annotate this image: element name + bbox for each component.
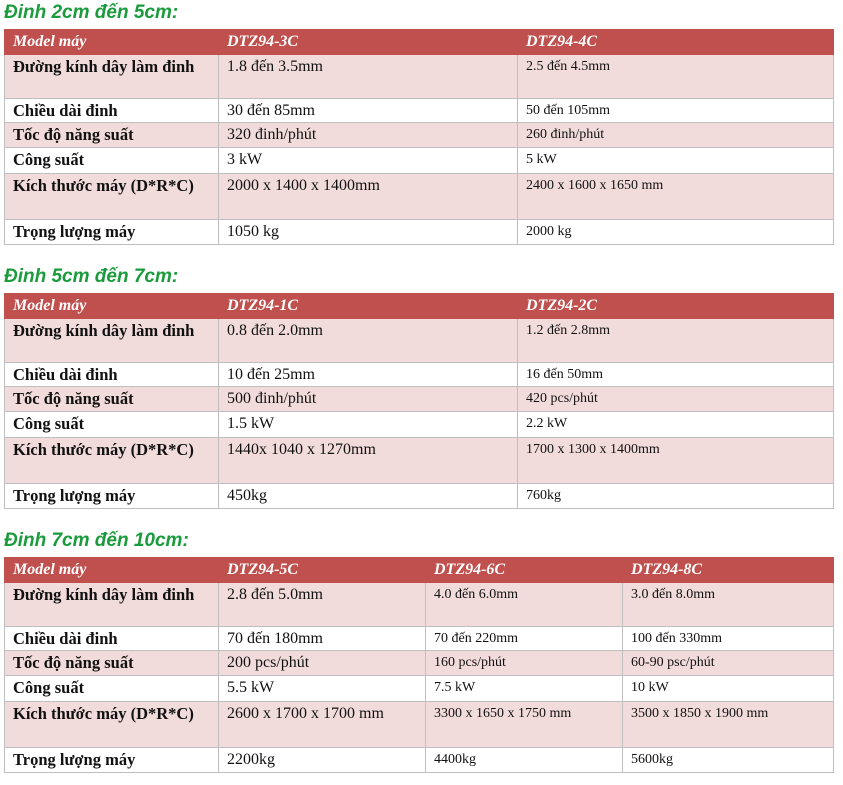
table-row (5, 220, 834, 245)
row-label: Trọng lượng máy (5, 220, 219, 245)
row-label: Trọng lượng máy (5, 748, 219, 773)
header-cell: Model máy (5, 294, 219, 319)
table-header-row (5, 558, 834, 583)
value-cell: 500 đinh/phút (219, 387, 518, 412)
header-cell: DTZ94-6C (426, 558, 623, 583)
table-row (5, 484, 834, 509)
row-label: Công suất (5, 148, 219, 174)
value-cell: 1.5 kW (219, 412, 518, 438)
row-label: Công suất (5, 676, 219, 702)
header-cell: DTZ94-8C (623, 558, 834, 583)
value-cell: 5 kW (518, 148, 834, 174)
value-cell: 3500 x 1850 x 1900 mm (623, 702, 834, 748)
value-cell: 16 đến 50mm (518, 363, 834, 387)
row-label: Đường kính dây làm đinh (5, 583, 219, 627)
spec-table-3 (4, 557, 833, 773)
value-cell: 5.5 kW (219, 676, 426, 702)
header-cell: Model máy (5, 558, 219, 583)
header-cell: DTZ94-1C (219, 294, 518, 319)
value-cell: 3 kW (219, 148, 518, 174)
value-cell: 450kg (219, 484, 518, 509)
table-row (5, 99, 834, 123)
value-cell: 1050 kg (219, 220, 518, 245)
table-row (5, 387, 834, 412)
table-row (5, 174, 834, 220)
value-cell: 60-90 psc/phút (623, 651, 834, 676)
row-label: Chiều dài đinh (5, 99, 219, 123)
header-cell: Model máy (5, 30, 219, 55)
row-label: Đường kính dây làm đinh (5, 55, 219, 99)
table-row (5, 148, 834, 174)
header-cell: DTZ94-5C (219, 558, 426, 583)
value-cell: 1.8 đến 3.5mm (219, 55, 518, 99)
value-cell: 10 đến 25mm (219, 363, 518, 387)
value-cell: 160 pcs/phút (426, 651, 623, 676)
value-cell: 4400kg (426, 748, 623, 773)
value-cell: 1440x 1040 x 1270mm (219, 438, 518, 484)
section-2-heading: Đinh 5cm đến 7cm: (4, 266, 179, 287)
table-row (5, 627, 834, 651)
value-cell: 2.5 đến 4.5mm (518, 55, 834, 99)
row-label: Tốc độ năng suất (5, 651, 219, 676)
row-label: Chiều dài đinh (5, 363, 219, 387)
table-row (5, 363, 834, 387)
value-cell: 70 đến 180mm (219, 627, 426, 651)
table-row (5, 123, 834, 148)
value-cell: 2000 kg (518, 220, 834, 245)
value-cell: 50 đến 105mm (518, 99, 834, 123)
spec-table-1 (4, 29, 833, 245)
value-cell: 2600 x 1700 x 1700 mm (219, 702, 426, 748)
value-cell: 3.0 đến 8.0mm (623, 583, 834, 627)
table-header-row (5, 294, 834, 319)
table-row (5, 319, 834, 363)
table-row (5, 55, 834, 99)
header-cell: DTZ94-3C (219, 30, 518, 55)
value-cell: 2.8 đến 5.0mm (219, 583, 426, 627)
spec-table-2 (4, 293, 833, 509)
value-cell: 4.0 đến 6.0mm (426, 583, 623, 627)
table-row (5, 651, 834, 676)
row-label: Tốc độ năng suất (5, 123, 219, 148)
row-label: Kích thước máy (D*R*C) (5, 702, 219, 748)
value-cell: 1700 x 1300 x 1400mm (518, 438, 834, 484)
value-cell: 200 pcs/phút (219, 651, 426, 676)
row-label: Công suất (5, 412, 219, 438)
table-row (5, 583, 834, 627)
value-cell: 100 đến 330mm (623, 627, 834, 651)
table-row (5, 748, 834, 773)
table-header-row (5, 30, 834, 55)
row-label: Trọng lượng máy (5, 484, 219, 509)
value-cell: 3300 x 1650 x 1750 mm (426, 702, 623, 748)
value-cell: 760kg (518, 484, 834, 509)
value-cell: 5600kg (623, 748, 834, 773)
value-cell: 2400 x 1600 x 1650 mm (518, 174, 834, 220)
section-1-heading: Đinh 2cm đến 5cm: (4, 2, 179, 23)
value-cell: 10 kW (623, 676, 834, 702)
table-row (5, 412, 834, 438)
value-cell: 2000 x 1400 x 1400mm (219, 174, 518, 220)
value-cell: 2.2 kW (518, 412, 834, 438)
header-cell: DTZ94-2C (518, 294, 834, 319)
value-cell: 70 đến 220mm (426, 627, 623, 651)
table-row (5, 702, 834, 748)
header-cell: DTZ94-4C (518, 30, 834, 55)
row-label: Chiều dài đinh (5, 627, 219, 651)
table-row (5, 438, 834, 484)
value-cell: 320 đinh/phút (219, 123, 518, 148)
value-cell: 30 đến 85mm (219, 99, 518, 123)
value-cell: 2200kg (219, 748, 426, 773)
row-label: Kích thước máy (D*R*C) (5, 438, 219, 484)
value-cell: 1.2 đến 2.8mm (518, 319, 834, 363)
value-cell: 420 pcs/phút (518, 387, 834, 412)
value-cell: 260 đinh/phút (518, 123, 834, 148)
row-label: Đường kính dây làm đinh (5, 319, 219, 363)
section-3-heading: Đinh 7cm đến 10cm: (4, 530, 189, 551)
row-label: Kích thước máy (D*R*C) (5, 174, 219, 220)
table-row (5, 676, 834, 702)
value-cell: 7.5 kW (426, 676, 623, 702)
value-cell: 0.8 đến 2.0mm (219, 319, 518, 363)
row-label: Tốc độ năng suất (5, 387, 219, 412)
